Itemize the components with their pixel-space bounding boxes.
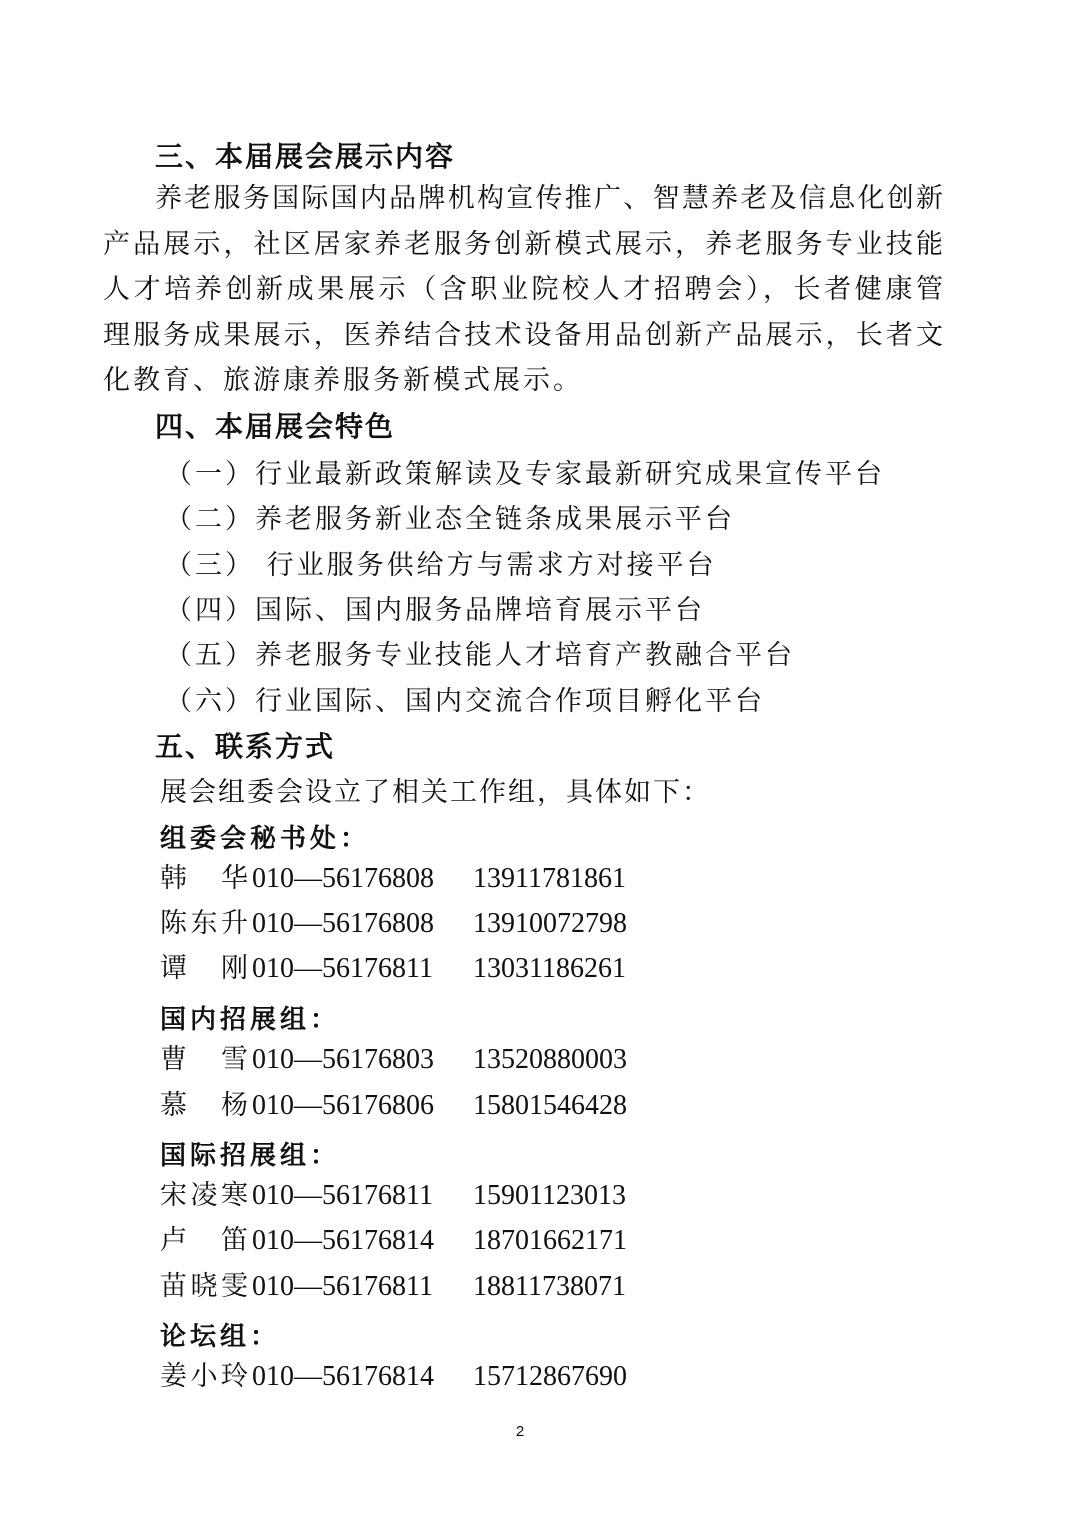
group-title: 国内招展组： (160, 1005, 341, 1035)
paragraph-line: 养老服务国际国内品牌机构宣传推广、智慧养老及信息化创新 (155, 183, 943, 214)
group-title: 论坛组： (160, 1322, 281, 1352)
section3-paragraph (103, 176, 943, 404)
page-number: 2 (515, 1423, 525, 1440)
contact-mobile: 13910072798 (473, 908, 627, 939)
section5-heading: 五、联系方式 (155, 730, 336, 763)
contact-tel: 010—56176814 (252, 1361, 434, 1392)
contact-mobile: 13031186261 (473, 953, 626, 984)
contact-mobile: 18811738071 (473, 1271, 626, 1302)
feature-item: （三） 行业服务供给方与需求方对接平台 (165, 550, 717, 581)
contact-mobile: 18701662171 (473, 1225, 627, 1256)
section3-heading: 三、本届展会展示内容 (155, 140, 456, 173)
contact-name: 卢 笛 (160, 1225, 248, 1256)
feature-item: （二）养老服务新业态全链条成果展示平台 (165, 504, 735, 535)
contact-intro: 展会组委会设立了相关工作组，具体如下： (160, 777, 711, 808)
feature-item: （六）行业国际、国内交流合作项目孵化平台 (165, 686, 765, 717)
contact-name: 曹 雪 (160, 1044, 248, 1075)
group-title: 组委会秘书处： (160, 824, 371, 854)
paragraph-line: 人才培养创新成果展示（含职业院校人才招聘会），长者健康管 (103, 274, 943, 305)
contact-tel: 010—56176814 (252, 1225, 434, 1256)
contact-name: 陈 东 升 (160, 908, 248, 939)
contact-name: 宋 凌 寒 (160, 1180, 248, 1211)
contact-mobile: 15801546428 (473, 1090, 627, 1121)
paragraph-line: 化教育、旅游康养服务新模式展示。 (103, 365, 583, 396)
paragraph-line: 产品展示，社区居家养老服务创新模式展示，养老服务专业技能 (103, 228, 943, 260)
paragraph-line: 理服务成果展示，医养结合技术设备用品创新产品展示，长者文 (103, 319, 943, 351)
contact-tel: 010—56176808 (252, 908, 434, 939)
contact-name: 姜 小 玲 (160, 1361, 248, 1392)
contact-tel: 010—56176811 (252, 1180, 433, 1211)
group-title: 国际招展组： (160, 1141, 341, 1171)
section4-heading: 四、本届展会特色 (155, 410, 396, 443)
contact-name: 苗 晓 雯 (160, 1271, 248, 1302)
contact-mobile: 15901123013 (473, 1180, 626, 1211)
contact-tel: 010—56176811 (252, 953, 433, 984)
feature-item: （一）行业最新政策解读及专家最新研究成果宣传平台 (165, 459, 885, 490)
feature-item: （五）养老服务专业技能人才培育产教融合平台 (165, 640, 795, 671)
contact-mobile: 13520880003 (473, 1044, 627, 1075)
contact-tel: 010—56176806 (252, 1090, 434, 1121)
contact-mobile: 13911781861 (473, 863, 626, 894)
contact-mobile: 15712867690 (473, 1361, 627, 1392)
contact-tel: 010—56176811 (252, 1271, 433, 1302)
contact-name: 慕 杨 (160, 1090, 248, 1121)
contact-tel: 010—56176808 (252, 863, 434, 894)
contact-name: 谭 刚 (160, 953, 248, 984)
feature-item: （四）国际、国内服务品牌培育展示平台 (165, 595, 705, 626)
contact-tel: 010—56176803 (252, 1044, 434, 1075)
contact-name: 韩 华 (160, 863, 248, 894)
